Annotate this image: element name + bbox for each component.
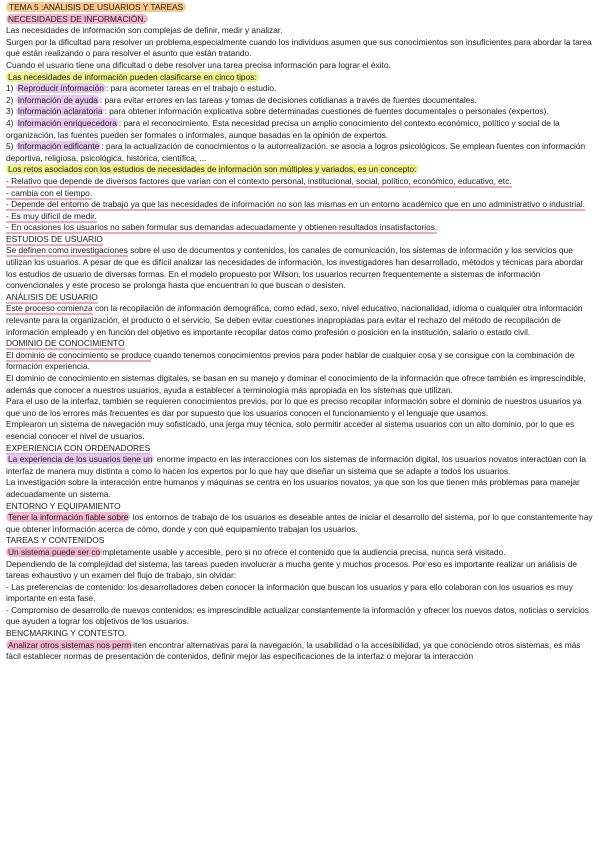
retos-text: - Relativo que depende de diversos factores que varían con el contexto personal, institucional, social, político, económico, educativo, etc.	[6, 175, 512, 186]
paragraph: Surgen por la dificultad para resolver un problema,especialmente cuando los individuos asumen que sus conocimientos son insuficientes para abordar la tarea que están realizando o para resolver el asunto que están tratando.	[6, 36, 592, 59]
retos-text: - En ocasiones los usuarios no saben formular sus demandas adecuadamente y obtienen resultados insatisfactorios.	[6, 222, 438, 233]
list-item-type-2	[6, 95, 594, 107]
section-heading-necesidades: NECESIDADES DE INFORMACIÓN.	[8, 13, 146, 24]
highlight-lead: Se definen como investigaciones	[6, 245, 128, 256]
list-item-type-3	[6, 106, 594, 118]
type-term: Información enriquecedora	[17, 117, 117, 128]
section-heading-line	[6, 14, 594, 26]
paragraph: La investigación sobre la interacción entre humanos y máquinas se centra en los usuarios novatos, ya que son los que tienen más problemas para manejar adecuadamente un sistema.	[6, 477, 580, 499]
retos-item-2	[6, 188, 594, 200]
list-number: 1)	[6, 83, 14, 94]
highlight-lead: Tener la información fiable sobre	[8, 512, 129, 523]
paragraph-text: mpletamente usable y accesible, pero si no ofrece el contenido que la audiencia precisa, nunca será visitado.	[102, 546, 506, 557]
section-heading-experiencia: EXPERIENCIA CON ORDENADORES	[6, 442, 151, 453]
list-number: 2)	[6, 94, 14, 105]
type-term: Información aclaratoria	[17, 106, 103, 117]
paragraph: Para el uso de la interfaz, también se requieren conocimientos previos, por lo que es preciso recopilar información sobre el dominio de nuestros usuarios ya que uno de los errores más frecuentes es dar por supuesto que los usuarios conocen el funcionamiento y el lenguaje que usamos.	[6, 396, 582, 418]
highlight-lead: Analizar otros sistemas nos perm	[8, 639, 132, 650]
retos-item-4	[6, 211, 594, 223]
list-number: 3)	[6, 106, 14, 117]
highlight-lead: El dominio de conocimiento se produce	[6, 349, 152, 360]
paragraph	[6, 512, 594, 535]
section-heading-line	[6, 501, 594, 513]
type-term: Reproducir información	[17, 83, 104, 94]
retos-text: - Depende del entorno de trabajo ya que las necesidades de información no son las mismas en un entorno académico que en uno administrativo o industrial.	[6, 199, 585, 210]
paragraph: - Las preferencias de contenido: los desarrolladores deben conocer la información que buscan los usuarios y para ello colaboran con los usuarios es muy importante en esta fase.	[6, 581, 573, 604]
doc-title: TEMA 5 :ANÁLISIS DE USUARIOS Y TAREAS	[6, 2, 186, 12]
paragraph	[6, 303, 594, 338]
retos-intro-line	[6, 164, 594, 176]
paragraph: - Compromiso de desarrollo de nuevos contenidos: es imprescindible actualizar constantemente la información y ofrecer los nuevos datos, noticias o servicios que ayuden a lograr los objetivos de los usuarios.	[6, 604, 589, 627]
section-heading-line	[6, 338, 594, 350]
retos-text: - Es muy difícil de medir.	[6, 210, 97, 221]
list-number: 5)	[6, 141, 14, 152]
section-heading-line	[6, 535, 594, 547]
section-heading-line	[6, 292, 594, 304]
section-heading-benchmarking: BENCMARKING Y CONTESTO.	[6, 628, 127, 639]
highlight-lead: Un sistema puede ser co	[8, 546, 101, 557]
doc-title-line	[6, 2, 594, 14]
type-desc: : para la actualización de conocimientos o la autorrealización. se asocia a logros psicológicos. Se emplean fuentes con información deportiva, religiosa, psicológica, histórica, científica, ...	[6, 141, 586, 163]
retos-text: - cambia con el tiempo.	[6, 187, 93, 198]
paragraph	[6, 245, 594, 291]
highlight-lead: Este proceso comienza	[6, 303, 93, 314]
paragraph-text: iten encontrar alternativas para la navegación, la usabilidad o la accesibilidad, ya que conociendo otros sistemas, es más fácil establecer normas de presentación de contenidos, definir mejor las especificaciones de la interfaz o mejorar la interacción	[6, 639, 581, 662]
retos-intro: Los retos asociados con los estudios de necesidades de información son múltiples y variados, es un concepto:	[8, 164, 417, 175]
paragraph: Las necesidades de información son complejas de definir, medir y analizar.	[6, 25, 283, 36]
paragraph-text: enorme impacto en las interacciones con los sistemas de información digital, los usuarios novatos interactúan con la interfaz de manera muy distinta a como lo hacen los expertos por lo que hay que diseñar un sistema que se adapte a todos los usuarios.	[6, 454, 587, 476]
list-item-type-5	[6, 141, 594, 164]
type-desc: : para obtener información explicativa sobre determinadas cuestiones de fuentes documentales o personales (expertos).	[104, 106, 549, 117]
paragraph	[6, 547, 594, 559]
type-term: Información edificante	[17, 141, 100, 152]
type-desc: : para evitar errores en las tareas y tomas de decisiones cotidianas a través de fuentes documentales.	[99, 94, 477, 105]
type-desc: : para el reconocimiento. Esta necesidad precisa un amplio conocimiento del contexto económico, político y social de la organización, las fuentes pueden ser formales o informales, aunque basadas en la opinión de expertos.	[6, 117, 560, 140]
section-heading-dominio: DOMINIO DE CONOCIMIENTO	[6, 338, 125, 349]
paragraph-text: sobre el uso de documentos y contenidos, los canales de comunicación, los sistemas de información y los servicios que utilizan los usuarios. A pesar de que es difícil analizar las necesidades de información, los investigadores han desarrollado, métodos y técnicas para abordar los estudios de usuario de diversas formas. En el modelo propuesto por Wilson, los usuarios recurren frequentemente a sistemas de información convencionales y este proceso se prolonga hasta que encuentran lo que buscan o desisten.	[6, 245, 584, 291]
retos-item-3	[6, 199, 594, 211]
paragraph	[6, 454, 594, 477]
paragraph-text: cuando tenemos conocimientos previos para poder hablar de cualquier cosa y se consigue con la combinación de formación experiencia.	[6, 349, 575, 372]
types-intro-line	[6, 72, 594, 84]
retos-item-1	[6, 176, 594, 188]
section-heading-tareas: TAREAS Y CONTENIDOS	[6, 535, 105, 546]
section-heading-entorno: ENTORNO Y EQUIPAMIENTO	[6, 500, 121, 511]
paragraph: El dominio de conocimiento en sistemas digitales, se basan en su manejo y dominar el conocimiento de la información que ofrece también es imprescindible, además que conocer a nuestros usuarios, ayuda a establecer a terminología más apropiada en los sistemas que utilizan.	[6, 373, 586, 395]
paragraph	[6, 350, 594, 373]
paragraph: Emplearon un sistema de navegación muy sofisticado, una jerga muy técnica, solo permitir acceder al sistema usuarios con un alto dominio, por lo que es esencial conocer el nivel de usuarios.	[6, 419, 575, 441]
retos-item-5	[6, 222, 594, 234]
paragraph: Cuando el usuario tiene una dificultad o debe resolver una tarea precisa información para lograr el éxito.	[6, 59, 391, 70]
types-intro: Las necesidades de información pueden clasificarse en cinco tipos:	[8, 71, 257, 82]
list-item-type-1	[6, 83, 594, 95]
type-desc: : para acometer tareas en el trabajo o estudio.	[105, 83, 277, 94]
paragraph-text: los entornos de trabajo de los usuarios es deseable antes de iniciar el desarrollo del sistema, por lo que constantemente hay que obtener información acerca de cómo, donde y con qué equipamiento trabajan los usuarios.	[6, 512, 593, 534]
section-heading-estudios: ESTUDIOS DE USUARIO	[6, 233, 103, 244]
type-term: Información de ayuda	[17, 94, 98, 105]
list-item-type-4	[6, 118, 594, 141]
paragraph	[6, 640, 594, 663]
section-heading-line	[6, 443, 594, 455]
list-number: 4)	[6, 117, 14, 128]
section-heading-analisis: ANÁLISIS DE USUARIO	[6, 291, 98, 302]
section-heading-line	[6, 628, 594, 640]
paragraph: Dependiendo de la complejidad del sistema, las tareas pueden involucrar a mucha gente y muchos procesos. Por eso es importante realizar un análisis de tareas exhaustivo y un examen del flujo de trabajo, sin olvidar:	[6, 558, 578, 581]
highlight-lead: La experiencia de los usuarios tiene un	[8, 454, 153, 465]
paragraph-text: con la recopilación de información demográfica, como edad, sexo, nivel educativo, nacionalidad, idioma o cualquier otra información relevante para la organización, el producto o el servicio. Se deben evitar cuestiones inapropiadas para evitar el rechazo del método de recopilación de información empleado y en función del objetivo es importante recopilar datos como profesión o posición en la institución, salario o estado civil.	[6, 303, 583, 337]
section-heading-line	[6, 234, 594, 246]
